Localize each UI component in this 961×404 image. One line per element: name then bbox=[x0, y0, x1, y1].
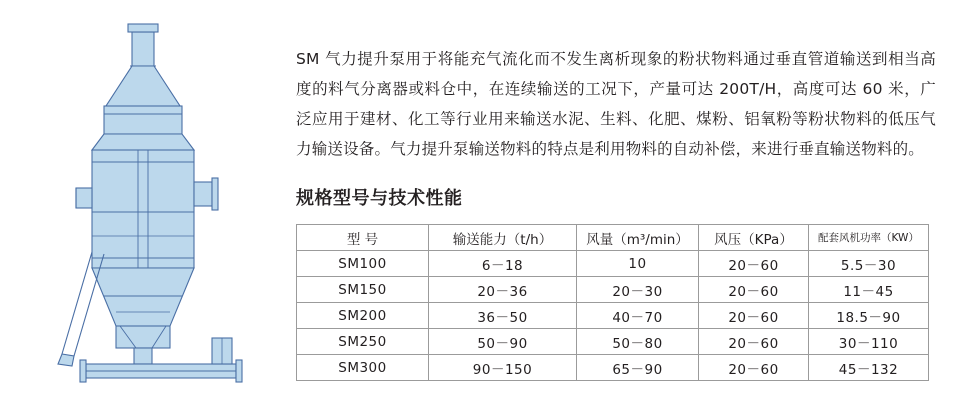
cell-airflow: 50－80 bbox=[577, 329, 699, 355]
table-row bbox=[297, 277, 929, 303]
product-description: SM 气力提升泵用于将能充气流化而不发生离析现象的粉状物料通过垂直管道输送到相当高度的料气分离器或料仓中，在连续输送的工况下，产量可达 200T/H，高度可达 60 米，广泛应用于建材、化工等行业用来输送水泥、生料、化肥、煤粉、铝氧粉等粉状物料的低压气力输送设备。气力提升泵输送物料的特点是利用物料的自动补偿，来进行垂直输送物料的。 bbox=[296, 49, 936, 158]
cell-pressure: 20－60 bbox=[699, 251, 809, 277]
cell-capacity: 36－50 bbox=[429, 303, 577, 329]
column-header-pressure: 风压（KPa） bbox=[699, 225, 809, 251]
cell-power: 30－110 bbox=[809, 329, 929, 355]
column-header-model: 型 号 bbox=[297, 225, 429, 251]
cell-capacity: 50－90 bbox=[429, 329, 577, 355]
cell-capacity: 20－36 bbox=[429, 277, 577, 303]
cell-pressure: 20－60 bbox=[699, 329, 809, 355]
specification-table bbox=[296, 224, 929, 381]
cell-power: 5.5－30 bbox=[809, 251, 929, 277]
cell-model: SM200 bbox=[297, 303, 429, 329]
cell-pressure: 20－60 bbox=[699, 355, 809, 381]
cell-airflow: 40－70 bbox=[577, 303, 699, 329]
table-row bbox=[297, 251, 929, 277]
cell-model: SM150 bbox=[297, 277, 429, 303]
cell-model: SM300 bbox=[297, 355, 429, 381]
cell-pressure: 20－60 bbox=[699, 303, 809, 329]
column-header-power: 配套风机功率（KW） bbox=[809, 225, 929, 251]
section-title: 规格型号与技术性能 bbox=[296, 187, 463, 209]
cell-power: 11－45 bbox=[809, 277, 929, 303]
table-row bbox=[297, 329, 929, 355]
cell-capacity: 90－150 bbox=[429, 355, 577, 381]
column-header-airflow: 风量（m³/min） bbox=[577, 225, 699, 251]
cell-power: 45－132 bbox=[809, 355, 929, 381]
cell-airflow: 10 bbox=[577, 251, 699, 277]
cell-capacity: 6－18 bbox=[429, 251, 577, 277]
pneumatic-lift-pump-diagram bbox=[46, 22, 276, 390]
table-header-row bbox=[297, 225, 929, 251]
cell-pressure: 20－60 bbox=[699, 277, 809, 303]
cell-model: SM100 bbox=[297, 251, 429, 277]
column-header-capacity: 输送能力（t/h） bbox=[429, 225, 577, 251]
cell-airflow: 65－90 bbox=[577, 355, 699, 381]
cell-airflow: 20－30 bbox=[577, 277, 699, 303]
cell-power: 18.5－90 bbox=[809, 303, 929, 329]
cell-model: SM250 bbox=[297, 329, 429, 355]
content-column bbox=[296, 28, 936, 381]
table-row bbox=[297, 303, 929, 329]
table-row bbox=[297, 355, 929, 381]
